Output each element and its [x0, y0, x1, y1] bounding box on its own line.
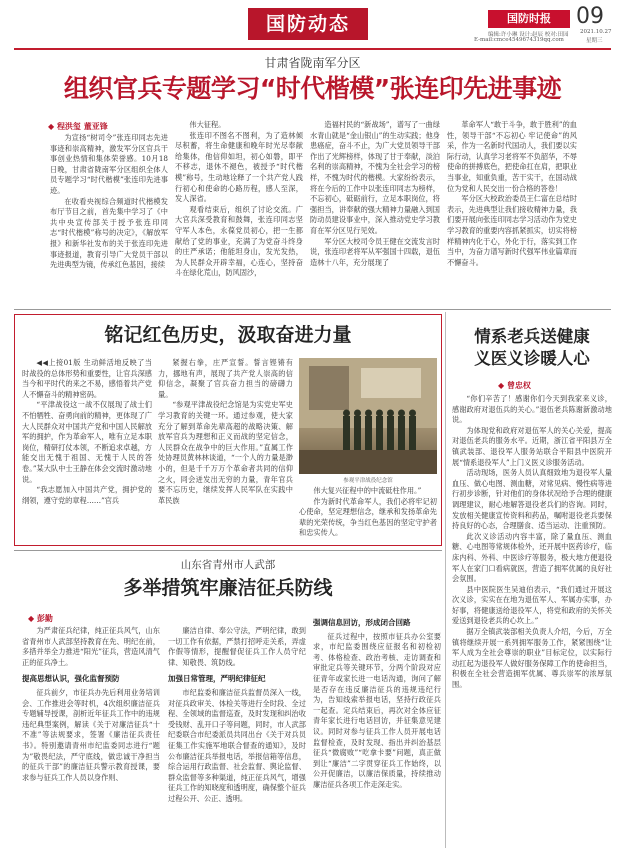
paragraph: 廉洁自律、奉公守法，严明纪律，敢到一切工作有依据，严禁打招呼走关系，弄虚作假等情形，提醒督促征兵工作人员守纪律、知敬畏、筑防线。	[168, 626, 306, 667]
byline-text: 彭勤	[36, 614, 53, 623]
red-story-title: 铭记红色历史，汲取奋进力量	[104, 324, 352, 346]
paragraph: 作为新时代革命军人，我们必将牢记初心使命，坚定理想信念，继承和发扬革命先辈的光荣传统，争当红色基因的坚定守护者和忠实传人。	[299, 496, 437, 538]
red-col-2	[158, 358, 293, 542]
paragraph: 在收看央视综合频道时代楷模发布厅节目之前，首先集中学习了《中共中央宣传部关于授予张连印同志“时代楷模”称号的决定》，《解放军报》和新华社发布的关于张连印先进事迹报道，教育引导广大党员干部以先进典型为镜，传承红色基因，接续	[50, 196, 168, 270]
byline-bullet-icon: ◆	[498, 381, 507, 390]
byline-text: 程洪玺 董亚锋	[56, 122, 108, 131]
paragraph: 为严肃征兵纪律，纯正征兵风气，山东省青州市人武部坚持教育在先、明纪在前，多措并举全力推进“阳光”征兵，营造风清气正的征兵净土。	[22, 626, 160, 667]
paragraph: 据万全镇武装部相关负责人介绍，今后，万全镇将继续开展一系列拥军服务工作，紧紧围绕“让军人成为全社会尊崇的职业”目标定位，以实际行动扛起为退役军人做好服务保障工作的使命担当，积极在全社会营造拥军优属、尊兵崇军的浓厚氛围。	[452, 627, 612, 690]
lead-byline	[48, 121, 168, 132]
byline-text: 曾忠权	[506, 381, 531, 390]
vet-byline	[498, 380, 598, 391]
qz-col-2	[168, 626, 306, 848]
email-line: E-mail:cmce4549674319qq.com	[474, 37, 564, 43]
paragraph: 为体现党和政府对退伍军人的关心关爱，提高对退伍老兵的服务水平。近期，浙江省平阳县万全镇武装部、退役军人服务站联合平阳县中医院开展“情系退役军人”上门义医义诊服务活动。	[452, 425, 612, 467]
red-col-3	[299, 486, 437, 542]
section-title: 国防动态	[248, 8, 368, 40]
paragraph: 征兵过程中，按照市征兵办公室要求，市纪监委围绕应征报名和初检初考、体格检查、政治考核、走访调查和审批定兵等关键环节，分两个阶段对应征青年或家长进一电话沟通，询问了解是否存在违反廉洁征兵的违规违纪行为，告知线索举报电话，坚持行政征兵一起查。定兵结束后，再次对全体应征青年家长进行电话回访，并征集意见建议。同时对参与征兵工作人员开展电话监督检查，及时发现、指出并纠治基层征兵“微腐败”“吃拿卡要”问题，真正做到让“廉洁”二字贯穿征兵工作始终，以公开促廉洁，以廉洁保质量，持续推动廉洁征兵各项工作走深走实。	[313, 631, 441, 789]
paragraph: 伟大复兴征程中的中流砥柱作用。”	[313, 486, 422, 495]
paragraph: 市纪监委和廉洁征兵监督员深入一线，对征兵政审关、体检关等进行全时段、全过程、全领域的监督巡查，及时发现和纠治收受钱财、乱开口子等问题，同时，市人武部纪委联合市纪委派员共同出台《关于对兵员征集工作实施军地联合督查的通知》，及时公布廉洁征兵举报电话，举报信箱等信息，综合运用行政监督、社会监督、舆论监督、群众监督等多种渠道，纯正征兵风气，增强征兵工作的知晓度和透明度，确保整个征兵过程公开、公正、透明。	[168, 687, 306, 803]
paragraph: 造福村民的“新战场”，谱写了一曲绿水青山就是“金山银山”的生动实践；他身患癌症，奋斗不止，为广大党员领导干部作出了光辉榜样，体现了甘于奉献，淡泊名利的崇高精神，不愧为全社会学习的榜样，不愧为时代的楷模。大家纷纷表示，将在今后的工作中以张连印同志为榜样，不忘初心，砥砺前行，立足本职岗位，将强担当，讲奉献的强大精神力量融入到国防动员建设事业中，深入推动党史学习教育在军分区见行见效。	[310, 120, 440, 235]
divider	[14, 309, 611, 310]
soldiers-illustration	[299, 358, 437, 474]
issue-date: 2021.10.27	[580, 29, 612, 35]
paragraph: 县中医院医生吴迪伯表示，“我们通过开展这次义诊，实实在在地为退伍军人、军属办实事，办好事，将健康送给退役军人，将党和政府的关怀关爱送到退役老兵的心坎上。”	[452, 584, 612, 626]
masthead-rule	[14, 48, 611, 50]
column-rule	[445, 312, 446, 848]
paragraph: ◀◀上接01版 生动鲜活地反映了当时战役的总体形势和重要性，让官兵深感当今和平时代的来之不易，感悟着共产党人不懈奋斗的精神密码。	[22, 358, 152, 399]
paragraph: 军分区大校政治委员王仁富在总结时表示，先进典型让我们接收精神力量，我们要开展向张连印同志学习活动作为党史学习教育的重要内容抓紧抓实，切实将榜样精神内化于心，外化于行，落实到工作当中，为奋力谱写新时代强军伟业篇章而不懈奋斗。	[447, 194, 577, 267]
qz-col-3	[313, 616, 441, 848]
paragraph: 观看结束后，组织了讨论交流。广大官兵深受教育和鼓舞，张连印同志坚守军人本色，永葆党员初心，把一生都献给了党的事业，充满了为党奋斗终身的庄严承诺；他能坦身山，发光发热，为人民群众开辟幸福，心连心，坚持奋斗在绿化荒山，防风固沙，	[175, 204, 303, 278]
vet-story-title: 情系老兵送健康 义医义诊暖人心	[474, 327, 590, 368]
qz-col-1	[22, 626, 160, 848]
subheading: 提高思想认识，强化监督预防	[22, 674, 120, 684]
paragraph: “参观平津战役纪念馆是为实党史军史学习教育的关键一环。通过参观，使大家充分了解到革命先辈高超的战略决策、解放军官兵为理想和正义而战的坚定信念，人民群众在战争中的巨大作用。”直属工作处协理员黄林林谈道，“一个人的力量是渺小的，但是千千万万个革命者共同的信仰之火，同会迸发出无穷的力量，青年官兵要不忘历史，继续发挥人民军队在实践中革民族	[158, 400, 293, 505]
newspaper-logo: 国防时报	[488, 10, 570, 28]
paragraph: “我志愿加入中国共产党，拥护党的纲领，遵守党的章程……”官兵	[22, 485, 152, 505]
paragraph: 为宣扬“树司令”张连印同志先进事迹和崇高精神，激发军分区官兵干事创业热情和集体荣誉感。10月18日晚，甘肃省陇南军分区组织全体人员专题学习“时代楷模”张连印先进事迹。	[50, 133, 168, 195]
lead-headline: 组织官兵专题学习“时代楷模”张连印先进事迹	[63, 74, 562, 103]
red-col-1	[22, 358, 152, 542]
paragraph: 军分区大校司令员王健在交流发言时说，张连印老将军从军强国十四载，退伍造林十八年，充分展现了	[310, 236, 440, 267]
byline-bullet-icon: ◆	[48, 122, 57, 131]
lead-kicker: 甘肃省陇南军分区	[264, 56, 361, 70]
qz-byline	[28, 613, 128, 624]
lead-col-1	[50, 133, 168, 308]
paragraph: “平津战役这一战不仅展现了战士们不怕牺牲、奋勇向前的精神，更体现了广大人民群众对中国共产党和中国人民解放军的拥护，作为革命军人，唯有立足本职岗位，精研打仗本领，不断追求卓越，方能交出无愧于祖国、无愧于人民的答卷。”某大队中士王静在体会交流时激动地说。	[22, 400, 152, 484]
subheading: 强调信息回访，形成闭合回路	[313, 618, 411, 627]
byline-bullet-icon: ◆	[28, 614, 37, 623]
qz-headline: 多举措筑牢廉洁征兵防线	[123, 577, 333, 599]
paragraph: 活动现场，医务人员认真细致地为退役军人量血压、做心电图、测血糖，对常见病、慢性病等进行初步诊断，针对他们的身体状况给予合理的健康调理建议，耐心地解答退役老兵们的咨询。同时，发放相关健康宣传资料和药品，嘱咐退役老兵要保持良好的心态，合理膳食、适当运动、注重预防。	[452, 468, 612, 531]
lead-col-4	[447, 120, 577, 308]
paragraph: 张连印不图名不图利，为了造林倾尽积蓄，将生命健康和晚年时光尽奉献给集体，他信仰如坦，初心如磐，即平不移志，退休不褪色，被授予“时代楷模”称号，生动地诠释了一个共产党人践行初心和使命的心路历程，感人至深，发人深省。	[175, 130, 303, 204]
page-number: 09	[576, 4, 604, 29]
divider	[14, 550, 442, 551]
paragraph: 紧握右拳，庄严宣誓。誓言铿锵有力，挪地有声，展现了共产党人崇高的信仰信念，凝聚了官兵奋力担当的磅礴力量。	[158, 358, 293, 399]
editor-credit: 编辑:许小琳 设计:赵辰 校对:田园	[488, 32, 569, 38]
paragraph: 此次义诊活动内容丰富，除了量血压、测血糖、心电图等常规体检外，还开展中医药诊疗，临床内科、外科、中医诊疗等服务，极大地方便退役军人在家门口看病就医，营造了拥军优属的良好社会氛围。	[452, 531, 612, 584]
paragraph: 伟大征程。	[189, 120, 226, 129]
vet-story-body	[452, 394, 612, 849]
qz-kicker: 山东省青州市人武部	[180, 559, 276, 571]
paragraph: 征兵前夕，市征兵办先后利用业务培训会、工作推进会等时机，4次组织廉洁征兵专题辅导授课，剖析近年征兵工作中的违规违纪典型案例，解读《关于对廉洁征兵“十不准”等法规要求，签署《廉洁征兵责任书》。特别邀请青州市纪监委同志进行“题为”敬畏纪法，严守底线，做忠诚干净担当的征兵干部”的廉洁征兵警示教育授课，要求参与征兵工作人员以身作则、	[22, 687, 160, 782]
weekday: 星期三	[586, 38, 603, 44]
photo-caption: 参观平津战役纪念馆	[343, 478, 393, 484]
paragraph: “你们辛苦了！感谢你们今天到我家来义诊，感谢政府对退伍兵的关心。”退伍老兵陈谢新激动地说。	[452, 394, 612, 425]
lead-col-2	[175, 120, 303, 308]
paragraph: 革命军人“敢于斗争，敢于胜利”的血性，领导干部“不忘初心 牢记使命”的风采，作为一名新时代国动人，我们要以实际行动，认真学习老将军不负韶华，不辱使命的拼搏底色，把使命扛在肩，把职业当事业，知重负重，苦干实干，在国动战位为党和人民交出一份合格的答卷！	[447, 120, 577, 193]
memorial-photo	[299, 358, 437, 474]
lead-col-3	[310, 120, 440, 308]
subheading: 加强日常管理，严明纪律征纪	[168, 674, 266, 684]
